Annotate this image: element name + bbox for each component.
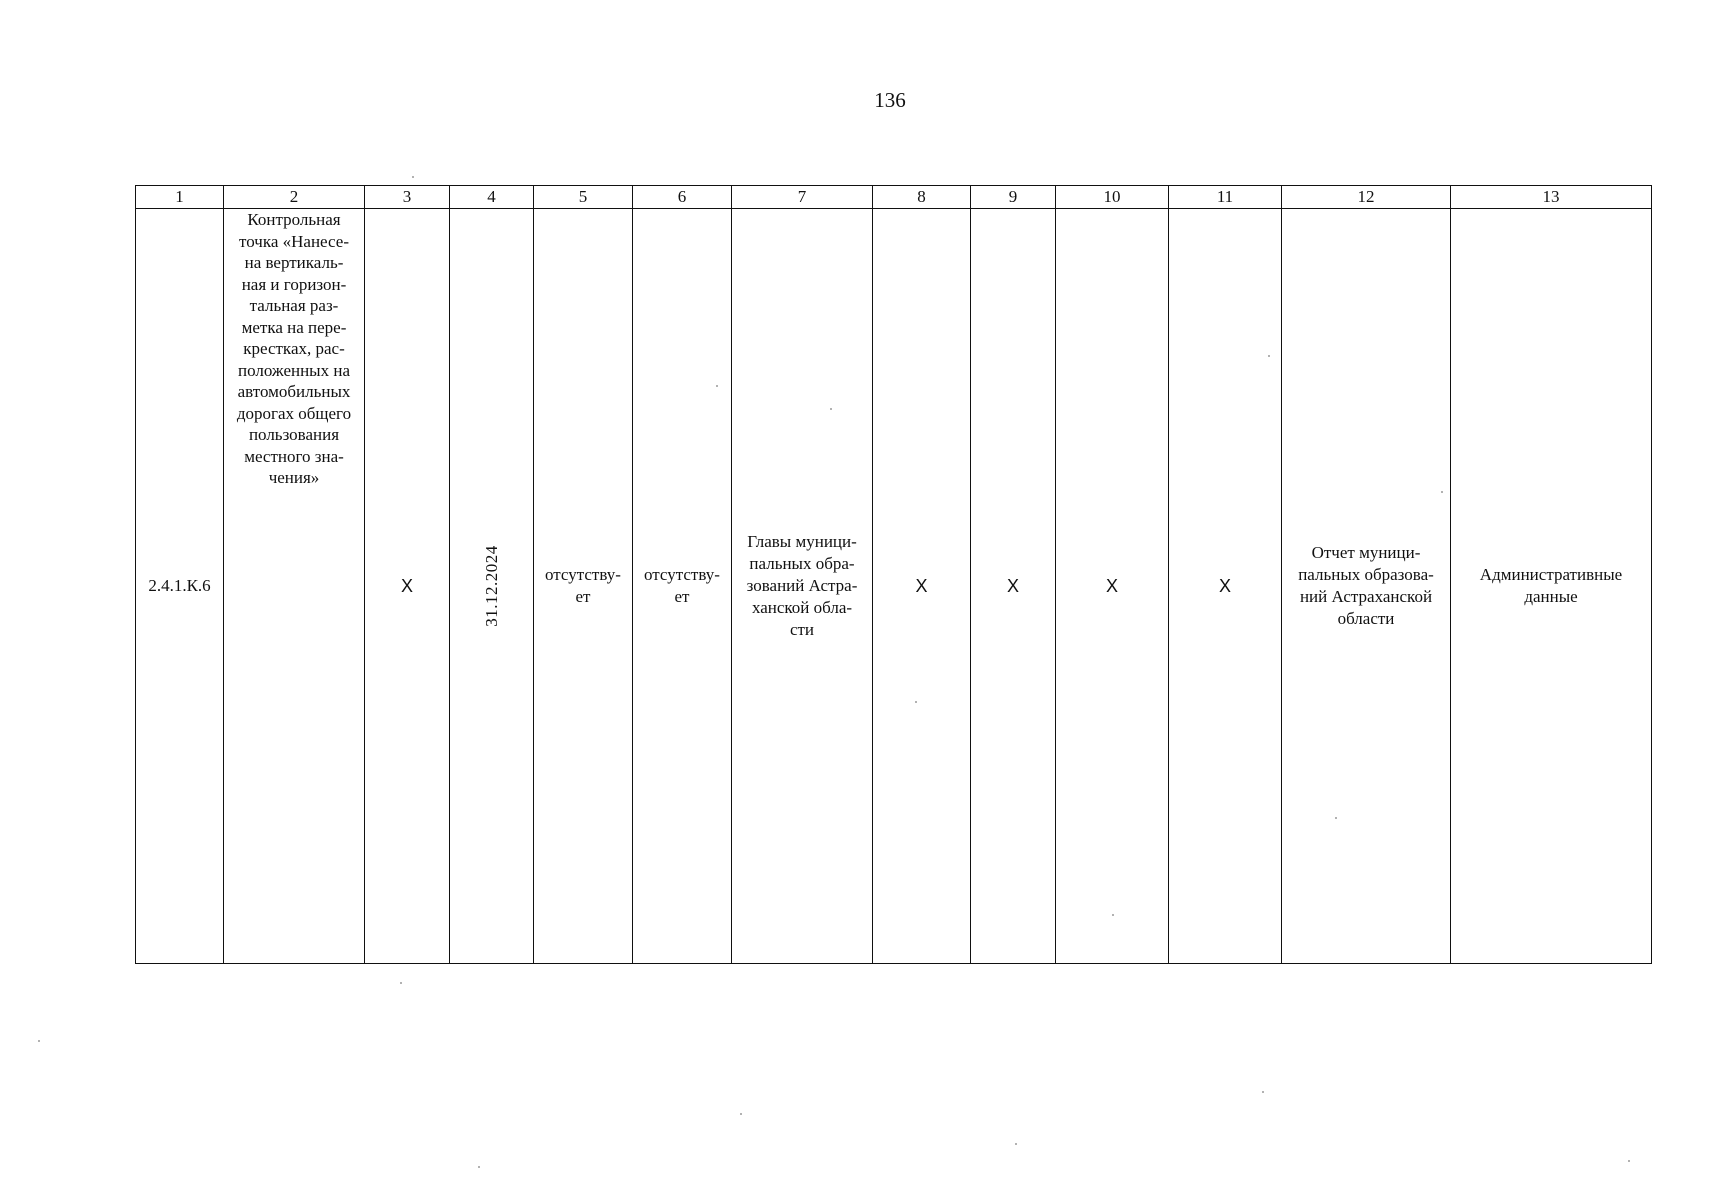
report-line: области	[1337, 609, 1395, 628]
header-cell-10: 10	[1056, 186, 1169, 209]
responsible-line: пальных обра-	[749, 554, 855, 573]
control-point-line: тальная раз-	[249, 296, 339, 315]
data-source-line: данные	[1524, 587, 1578, 606]
control-point-line: метка на пере-	[241, 317, 347, 337]
control-point-line: точка «Нанесе-	[239, 231, 349, 251]
header-cell-4: 4	[450, 186, 534, 209]
header-cell-9: 9	[971, 186, 1056, 209]
header-cell-6: 6	[633, 186, 732, 209]
scan-speck	[1015, 1143, 1017, 1145]
cell-responsible	[732, 209, 873, 964]
header-cell-5: 5	[534, 186, 633, 209]
scan-speck	[1112, 914, 1114, 916]
table-row	[136, 209, 1652, 964]
col5-line: ет	[575, 587, 591, 606]
responsible-line: ханской обла-	[751, 598, 853, 617]
data-source-line: Административные	[1479, 565, 1623, 584]
scan-speck	[412, 176, 414, 178]
report-line: Отчет муници-	[1311, 543, 1421, 562]
control-point-line: автомобильных	[237, 382, 351, 401]
responsible-line: сти	[789, 620, 815, 639]
cell-col10-mark: X	[1056, 209, 1169, 964]
control-point-line: на вертикаль-	[244, 253, 344, 272]
scan-speck	[830, 408, 832, 410]
cell-col8-mark: X	[873, 209, 971, 964]
report-line: ний Астраханской	[1299, 587, 1433, 606]
control-point-line: дорогах общего	[236, 403, 352, 423]
cell-report	[1282, 209, 1451, 964]
cell-col6	[633, 209, 732, 964]
scan-speck	[1268, 355, 1270, 357]
header-cell-13: 13	[1451, 186, 1652, 209]
header-cell-2: 2	[224, 186, 365, 209]
control-point-line: чения»	[268, 468, 320, 487]
control-point-line: крестках, рас-	[243, 339, 345, 358]
scan-speck	[478, 1166, 480, 1168]
col5-line: отсутству-	[545, 565, 621, 584]
scan-speck	[400, 982, 402, 984]
header-row	[136, 186, 1652, 209]
cell-col5	[534, 209, 633, 964]
scan-speck	[915, 701, 917, 703]
control-point-line: ная и горизон-	[241, 274, 347, 294]
report-line: пальных образова-	[1298, 565, 1434, 584]
scan-speck	[1441, 491, 1443, 493]
plan-table	[135, 185, 1652, 964]
cell-data-source	[1451, 209, 1652, 964]
header-cell-11: 11	[1169, 186, 1282, 209]
cell-date	[450, 209, 534, 964]
scan-speck	[740, 1113, 742, 1115]
control-point-line: пользования	[248, 425, 340, 444]
scan-speck	[1628, 1160, 1630, 1162]
col6-line: ет	[674, 587, 690, 606]
header-cell-7: 7	[732, 186, 873, 209]
scan-speck	[1335, 817, 1337, 819]
header-cell-1: 1	[136, 186, 224, 209]
header-cell-12: 12	[1282, 186, 1451, 209]
header-cell-8: 8	[873, 186, 971, 209]
responsible-line: зований Астра-	[746, 576, 858, 595]
responsible-line: Главы муници-	[747, 532, 857, 551]
control-point-line: положенных на	[237, 360, 350, 380]
cell-control-point	[224, 209, 365, 964]
cell-col9-mark: X	[971, 209, 1056, 964]
cell-col11-mark: X	[1169, 209, 1282, 964]
scan-speck	[716, 385, 718, 387]
control-point-line: местного зна-	[244, 446, 344, 466]
control-point-line: Контрольная	[247, 210, 341, 229]
col6-line: отсутству-	[644, 565, 720, 584]
scan-speck	[38, 1040, 40, 1042]
header-cell-3: 3	[365, 186, 450, 209]
cell-col3-mark: X	[365, 209, 450, 964]
date-wrap	[452, 209, 531, 963]
scan-speck	[1262, 1091, 1264, 1093]
date-text: 31.12.2024	[481, 545, 501, 627]
cell-code: 2.4.1.К.6	[136, 209, 224, 964]
page-number: 136	[874, 88, 906, 112]
